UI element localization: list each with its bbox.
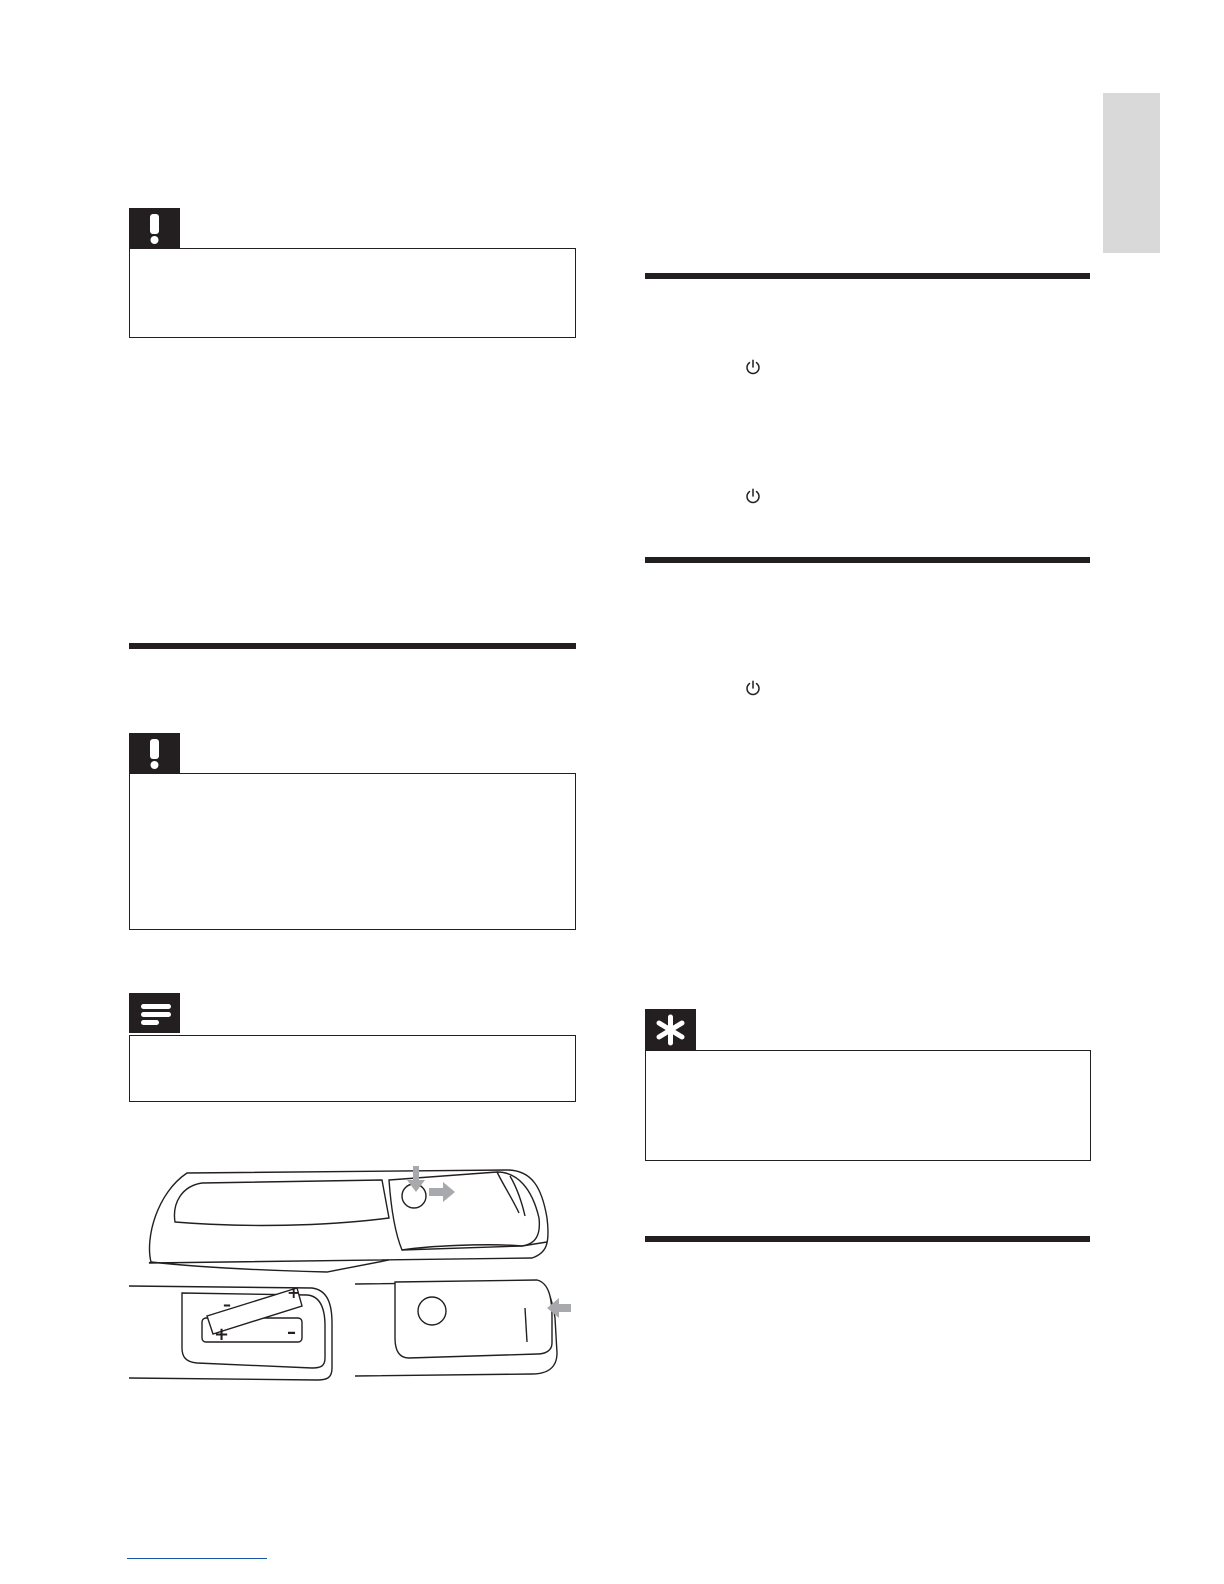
caution-icon: [129, 208, 180, 248]
battery-minus-sign-2: –: [223, 1295, 231, 1314]
caution-icon-2: [129, 733, 180, 773]
asterisk-tip-icon: [645, 1009, 696, 1051]
language-side-tab: [1103, 93, 1160, 253]
power-standby-icon-2: [745, 488, 761, 504]
battery-plus-sign: +: [214, 1324, 230, 1345]
remote-battery-illustration: [127, 1158, 579, 1386]
note-icon: [129, 993, 180, 1033]
caution-box-2: [129, 773, 576, 930]
caution-box-1: [129, 248, 576, 338]
section-rule-left: [129, 643, 576, 649]
tip-box: [645, 1050, 1091, 1161]
exclamation-icon: [129, 208, 180, 248]
remote-close-cover-drawing: [355, 1280, 557, 1376]
section-rule-right-3: [645, 1236, 1090, 1242]
cover-button-circle: [418, 1297, 446, 1325]
battery-plus-sign-2: +: [287, 1283, 301, 1302]
note-box: [129, 1035, 576, 1102]
tip-icon: [645, 1009, 696, 1051]
power-standby-icon-3: [745, 680, 761, 696]
battery-minus-sign: –: [287, 1322, 296, 1343]
section-rule-right-1: [645, 273, 1090, 279]
power-standby-icon: [745, 359, 761, 375]
section-rule-right-2: [645, 557, 1090, 563]
note-lines-icon: [129, 993, 180, 1036]
remote-open-cover-drawing: [149, 1170, 548, 1272]
footer-link-underline: [127, 1558, 267, 1559]
exclamation-icon: [129, 733, 180, 773]
